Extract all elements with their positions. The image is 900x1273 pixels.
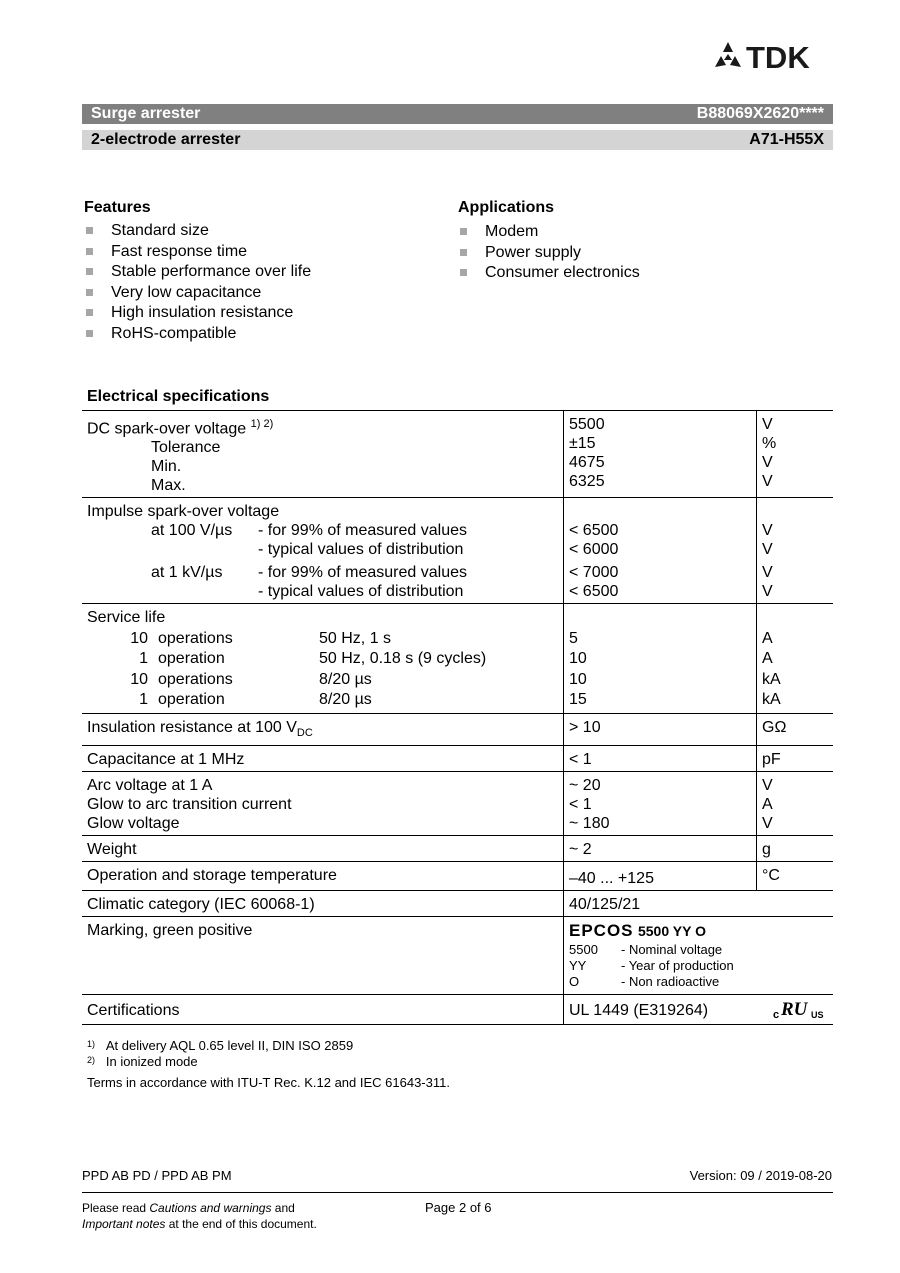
table-row <box>82 862 833 891</box>
service-op: operations <box>158 629 233 647</box>
capacitance-label: Capacitance at 1 MHz <box>82 746 564 772</box>
dc-max-value: 6325 <box>569 473 605 490</box>
table-row <box>82 891 833 917</box>
features-title: Features <box>84 199 151 216</box>
dc-tol-label: Tolerance <box>151 439 221 457</box>
weight-label: Weight <box>82 836 564 862</box>
applications-list <box>458 222 640 284</box>
list-item: High insulation resistance <box>84 303 311 324</box>
service-unit: kA <box>762 691 781 709</box>
footer-note-text: and <box>271 1201 295 1215</box>
service-cond: 8/20 µs <box>319 670 372 688</box>
impulse-unit: V <box>762 564 773 582</box>
part-number: B88069X2620**** <box>696 105 824 122</box>
impulse-label: Impulse spark-over voltage <box>87 503 280 521</box>
header-bar-subtitle <box>82 130 833 150</box>
impulse-value: < 6500 <box>569 522 619 540</box>
list-item: RoHS-compatible <box>84 324 311 345</box>
dc-min-unit: V <box>762 454 773 471</box>
service-cond: 50 Hz, 1 s <box>319 629 392 647</box>
dc-max-unit: V <box>762 473 773 490</box>
terms-text: Terms in accordance with ITU-T Rec. K.12 and IEC 61643-311. <box>87 1075 450 1090</box>
insulation-label: Insulation resistance at 100 V <box>87 718 297 736</box>
impulse-rate-100: at 100 V/µs <box>151 522 233 540</box>
marking-label: Marking, green positive <box>82 917 564 995</box>
arc-unit: A <box>762 796 773 814</box>
insulation-unit: GΩ <box>757 713 834 745</box>
marking-desc: - Non radioactive <box>621 974 720 990</box>
service-unit: A <box>762 650 773 668</box>
impulse-unit: V <box>762 522 773 540</box>
footnote-number: 2) <box>87 1055 96 1065</box>
header-bar-title <box>82 104 833 124</box>
climatic-label: Climatic category (IEC 60068-1) <box>82 891 564 917</box>
impulse-desc: - for 99% of measured values <box>258 522 467 540</box>
list-item: Stable performance over life <box>84 262 311 283</box>
features-list <box>84 221 311 344</box>
service-count: 1 <box>139 650 148 668</box>
doc-title: Surge arrester <box>91 105 201 122</box>
arc-value: ~ 20 <box>569 777 601 795</box>
impulse-value: < 6500 <box>569 583 619 601</box>
list-item: Standard size <box>84 221 311 242</box>
table-row <box>82 604 833 714</box>
impulse-unit: V <box>762 583 773 601</box>
impulse-value: < 6000 <box>569 541 619 559</box>
service-unit: A <box>762 629 773 647</box>
list-item: Consumer electronics <box>458 263 640 284</box>
spec-table <box>82 410 833 1025</box>
weight-value: ~ 2 <box>564 836 757 862</box>
marking-key: O <box>569 974 580 990</box>
tdk-logo <box>712 40 836 72</box>
list-item: Fast response time <box>84 242 311 263</box>
climatic-value: 40/125/21 <box>564 891 834 917</box>
marking-desc: - Nominal voltage <box>621 942 723 958</box>
footer-note <box>82 1200 317 1232</box>
service-cond: 50 Hz, 0.18 s (9 cycles) <box>319 650 487 668</box>
service-unit: kA <box>762 670 781 688</box>
applications-section <box>458 199 640 284</box>
dc-value: 5500 <box>569 416 605 433</box>
footnotes <box>87 1038 450 1090</box>
dc-min-value: 4675 <box>569 454 605 471</box>
dc-unit: V <box>762 416 773 433</box>
arc-value: < 1 <box>569 796 592 814</box>
table-row <box>82 746 833 772</box>
service-value: 10 <box>569 670 587 688</box>
doc-subtitle: 2-electrode arrester <box>91 131 241 148</box>
list-item: Power supply <box>458 243 640 264</box>
dc-min-label: Min. <box>151 458 182 476</box>
arc-label: Arc voltage at 1 A <box>87 777 213 795</box>
footer-version: Version: 09 / 2019-08-20 <box>689 1168 832 1183</box>
svg-text:RU: RU <box>781 999 808 1021</box>
service-cond: 8/20 µs <box>319 691 372 709</box>
list-item: Very low capacitance <box>84 283 311 304</box>
insulation-value: > 10 <box>564 713 757 745</box>
series-code: A71-H55X <box>749 131 824 148</box>
capacitance-unit: pF <box>757 746 834 772</box>
certifications-label: Certifications <box>82 995 564 1025</box>
footnote-number: 1) <box>87 1039 96 1049</box>
arc-value: ~ 180 <box>569 815 610 833</box>
service-count: 10 <box>130 629 148 647</box>
table-row <box>82 411 833 498</box>
table-row <box>82 995 833 1025</box>
arc-label: Glow voltage <box>87 815 180 833</box>
dc-max-label: Max. <box>151 477 186 495</box>
svg-text:c: c <box>773 1009 780 1021</box>
service-op: operation <box>158 691 225 709</box>
marking-key: 5500 <box>569 942 598 958</box>
footer-department: PPD AB PD / PPD AB PM <box>82 1168 232 1183</box>
ul-recognized-icon <box>773 998 825 1020</box>
impulse-desc: - typical values of distribution <box>258 541 464 559</box>
service-count: 1 <box>139 691 148 709</box>
dc-tol-value: ±15 <box>569 435 596 452</box>
footnote-text: At delivery AQL 0.65 level II, DIN ISO 2859 <box>105 1038 354 1053</box>
footer-divider <box>82 1192 833 1193</box>
list-item: Modem <box>458 222 640 243</box>
applications-title: Applications <box>458 199 555 216</box>
dc-tol-unit: % <box>762 435 777 452</box>
table-row <box>82 772 833 836</box>
impulse-value: < 7000 <box>569 564 619 582</box>
footer-note-text: Please read <box>82 1201 150 1215</box>
arc-label: Glow to arc transition current <box>87 796 292 814</box>
marking-code: 5500 YY O <box>637 923 706 940</box>
table-row <box>82 498 833 604</box>
temperature-value: –40 ... +125 <box>564 862 757 891</box>
service-op: operations <box>158 670 233 688</box>
table-row <box>82 713 833 745</box>
footnote-text: In ionized mode <box>105 1054 198 1069</box>
impulse-desc: - for 99% of measured values <box>258 564 467 582</box>
service-count: 10 <box>130 670 148 688</box>
svg-text:US: US <box>811 1010 824 1021</box>
dc-label: DC spark-over voltage <box>87 420 247 438</box>
epcos-logo: EPCOS <box>569 921 634 941</box>
marking-key: YY <box>569 958 587 974</box>
certification-value: UL 1449 (E319264) <box>569 1002 709 1020</box>
temperature-label: Operation and storage temperature <box>82 862 564 891</box>
service-value: 10 <box>569 650 587 668</box>
table-row <box>82 917 833 995</box>
spec-title: Electrical specifications <box>87 388 270 405</box>
marking-desc: - Year of production <box>621 958 734 974</box>
dc-note: 1) 2) <box>250 418 274 430</box>
table-row <box>82 836 833 862</box>
arc-unit: V <box>762 777 773 795</box>
service-value: 15 <box>569 691 587 709</box>
svg-text:TDK: TDK <box>746 40 810 72</box>
service-op: operation <box>158 650 225 668</box>
weight-unit: g <box>757 836 834 862</box>
capacitance-value: < 1 <box>564 746 757 772</box>
temperature-unit: °C <box>757 862 834 891</box>
impulse-desc: - typical values of distribution <box>258 583 464 601</box>
footer-note-text: Important notes <box>82 1217 166 1231</box>
features-section <box>84 199 311 344</box>
service-label: Service life <box>87 609 166 627</box>
service-value: 5 <box>569 629 578 647</box>
footer-note-text: at the end of this document. <box>165 1217 317 1231</box>
impulse-rate-1k: at 1 kV/µs <box>151 564 223 582</box>
page-number: Page 2 of 6 <box>425 1200 492 1215</box>
impulse-unit: V <box>762 541 773 559</box>
arc-unit: V <box>762 815 773 833</box>
footer-note-text: Cautions and warnings <box>149 1201 272 1215</box>
insulation-sub: DC <box>296 727 313 740</box>
